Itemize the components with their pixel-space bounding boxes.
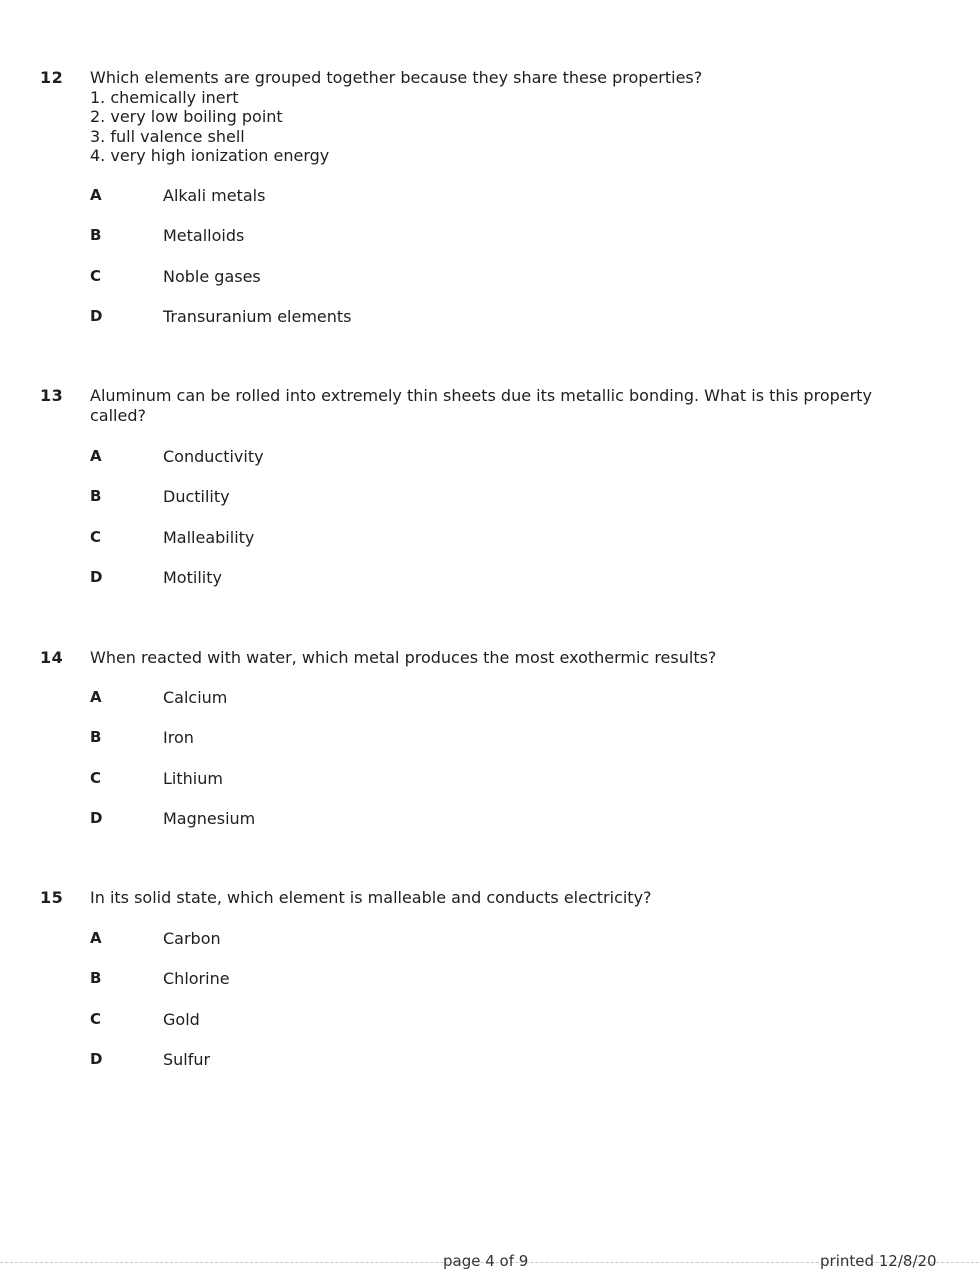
- choice-letter: A: [90, 186, 102, 204]
- choice-letter: D: [90, 307, 103, 325]
- choice-letter: D: [90, 809, 103, 827]
- question-stem: [90, 888, 900, 908]
- choice-letter: D: [90, 568, 103, 586]
- choice-12-d[interactable]: [0, 307, 979, 329]
- choice-14-c[interactable]: [0, 769, 979, 791]
- choice-letter: B: [90, 487, 102, 505]
- question-stem: [90, 648, 900, 668]
- choice-letter: C: [90, 769, 102, 787]
- question-number: 15: [40, 888, 64, 907]
- choice-text: Noble gases: [163, 267, 261, 286]
- choice-text: Magnesium: [163, 809, 256, 828]
- question-number: 12: [40, 68, 64, 87]
- choice-14-a[interactable]: [0, 688, 979, 710]
- choice-text: Transuranium elements: [163, 307, 352, 326]
- choice-text: Malleability: [163, 528, 255, 547]
- choice-letter: C: [90, 1010, 102, 1028]
- choice-letter: A: [90, 688, 102, 706]
- choice-text: Chlorine: [163, 969, 230, 988]
- choice-letter: D: [90, 1050, 103, 1068]
- choice-text: Motility: [163, 568, 222, 587]
- property-item: 1. chemically inert: [90, 87, 239, 107]
- choice-12-c[interactable]: [0, 267, 979, 289]
- choice-letter: B: [90, 728, 102, 746]
- choice-text: Metalloids: [163, 226, 245, 245]
- choice-15-c[interactable]: [0, 1010, 979, 1032]
- choice-text: Gold: [163, 1010, 200, 1029]
- choice-12-b[interactable]: [0, 226, 979, 248]
- choice-12-a[interactable]: [0, 186, 979, 208]
- choice-letter: A: [90, 447, 102, 465]
- choice-14-b[interactable]: [0, 728, 979, 750]
- choice-text: Iron: [163, 728, 194, 747]
- property-item: 2. very low boiling point: [90, 107, 283, 126]
- choice-15-a[interactable]: [0, 929, 979, 951]
- choice-13-d[interactable]: [0, 568, 979, 590]
- choice-text: Carbon: [163, 929, 221, 948]
- choice-text: Alkali metals: [163, 186, 266, 205]
- stem-line: In its solid state, which element is malleable and conducts electricity?: [90, 888, 652, 907]
- question-stem: [90, 386, 900, 425]
- choice-15-d[interactable]: [0, 1050, 979, 1072]
- property-item: 4. very high ionization energy: [90, 146, 330, 165]
- printed-date: printed 12/8/20: [820, 1252, 937, 1270]
- question-number: 14: [40, 648, 64, 667]
- stem-line: Aluminum can be rolled into extremely thin sheets due its metallic bonding. What is this property: [90, 386, 872, 405]
- choice-letter: B: [90, 226, 102, 244]
- question-stem: [90, 68, 900, 166]
- choice-letter: A: [90, 929, 102, 947]
- choice-text: Ductility: [163, 487, 230, 506]
- stem-line: called?: [90, 405, 146, 425]
- page-number: page 4 of 9: [443, 1252, 529, 1270]
- property-item: 3. full valence shell: [90, 126, 245, 146]
- choice-13-c[interactable]: [0, 528, 979, 550]
- choice-text: Sulfur: [163, 1050, 211, 1069]
- choice-text: Lithium: [163, 769, 223, 788]
- choice-text: Calcium: [163, 688, 228, 707]
- question-number: 13: [40, 386, 64, 405]
- stem-line: Which elements are grouped together because they share these properties?: [90, 68, 703, 87]
- choice-13-b[interactable]: [0, 487, 979, 509]
- choice-letter: B: [90, 969, 102, 987]
- choice-letter: C: [90, 267, 102, 285]
- choice-15-b[interactable]: [0, 969, 979, 991]
- stem-line: When reacted with water, which metal produces the most exothermic results?: [90, 648, 717, 667]
- choice-14-d[interactable]: [0, 809, 979, 831]
- choice-text: Conductivity: [163, 447, 264, 466]
- choice-letter: C: [90, 528, 102, 546]
- choice-13-a[interactable]: [0, 447, 979, 469]
